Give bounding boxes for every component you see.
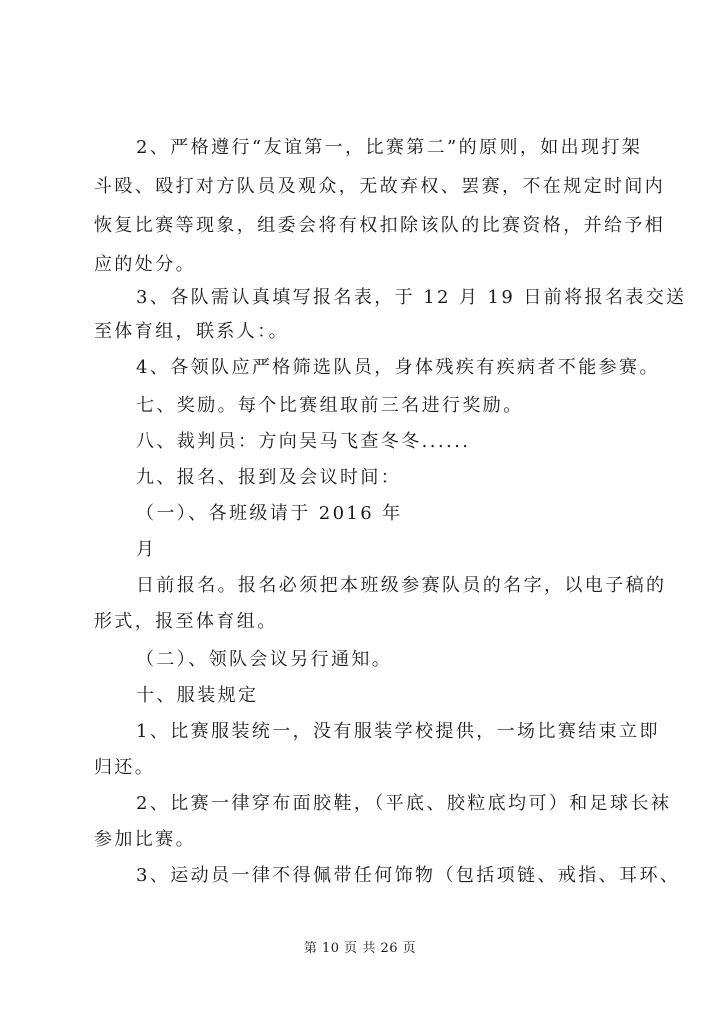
- paragraph-line: 3、运动员一律不得佩带任何饰物（包括项链、戒指、耳环、: [136, 865, 681, 886]
- paragraph-line: 1、比赛服装统一，没有服装学校提供，一场比赛结束立即: [136, 721, 660, 742]
- paragraph-line: （二）、领队会议另行通知。: [136, 649, 393, 670]
- paragraph-line: 日前报名。报名必须把本班级参赛队员的名字，以电子稿的: [136, 575, 667, 596]
- paragraph-line: 2、严格遵行“友谊第一，比赛第二”的原则，如出现打架: [136, 137, 643, 158]
- section-heading: 九、报名、报到及会议时间：: [136, 467, 402, 488]
- section-heading: 十、服装规定: [136, 685, 259, 706]
- paragraph-line: 归还。: [94, 757, 156, 778]
- page-number-footer: 第 10 页 共 26 页: [303, 941, 417, 956]
- paragraph-line: 应的处分。: [94, 254, 196, 275]
- paragraph-line: 月: [136, 539, 157, 560]
- section-heading: 八、裁判员：方向吴马飞查冬冬......: [136, 431, 471, 452]
- paragraph-line: 3、各队需认真填写报名表，于 12 月 19 日前将报名表交送: [136, 287, 687, 308]
- paragraph-line: 恢复比赛等现象，组委会将有权扣除该队的比赛资格，并给予相: [94, 215, 666, 236]
- paragraph-line: 形式，报至体育组。: [94, 611, 278, 632]
- paragraph-line: 斗殴、殴打对方队员及观众，无故弃权、罢赛，不在规定时间内: [94, 176, 666, 197]
- paragraph-line: （一）、各班级请于 2016 年: [136, 503, 403, 524]
- paragraph-line: 2、比赛一律穿布面胶鞋，（平底、胶粒底均可）和足球长袜: [136, 793, 672, 814]
- paragraph-line: 至体育组，联系人：。: [94, 321, 289, 342]
- paragraph-line: 参加比赛。: [94, 829, 196, 850]
- section-heading: 七、奖励。每个比赛组取前三名进行奖励。: [136, 395, 524, 416]
- paragraph-line: 4、各领队应严格筛选队员，身体残疾有疾病者不能参赛。: [136, 357, 660, 378]
